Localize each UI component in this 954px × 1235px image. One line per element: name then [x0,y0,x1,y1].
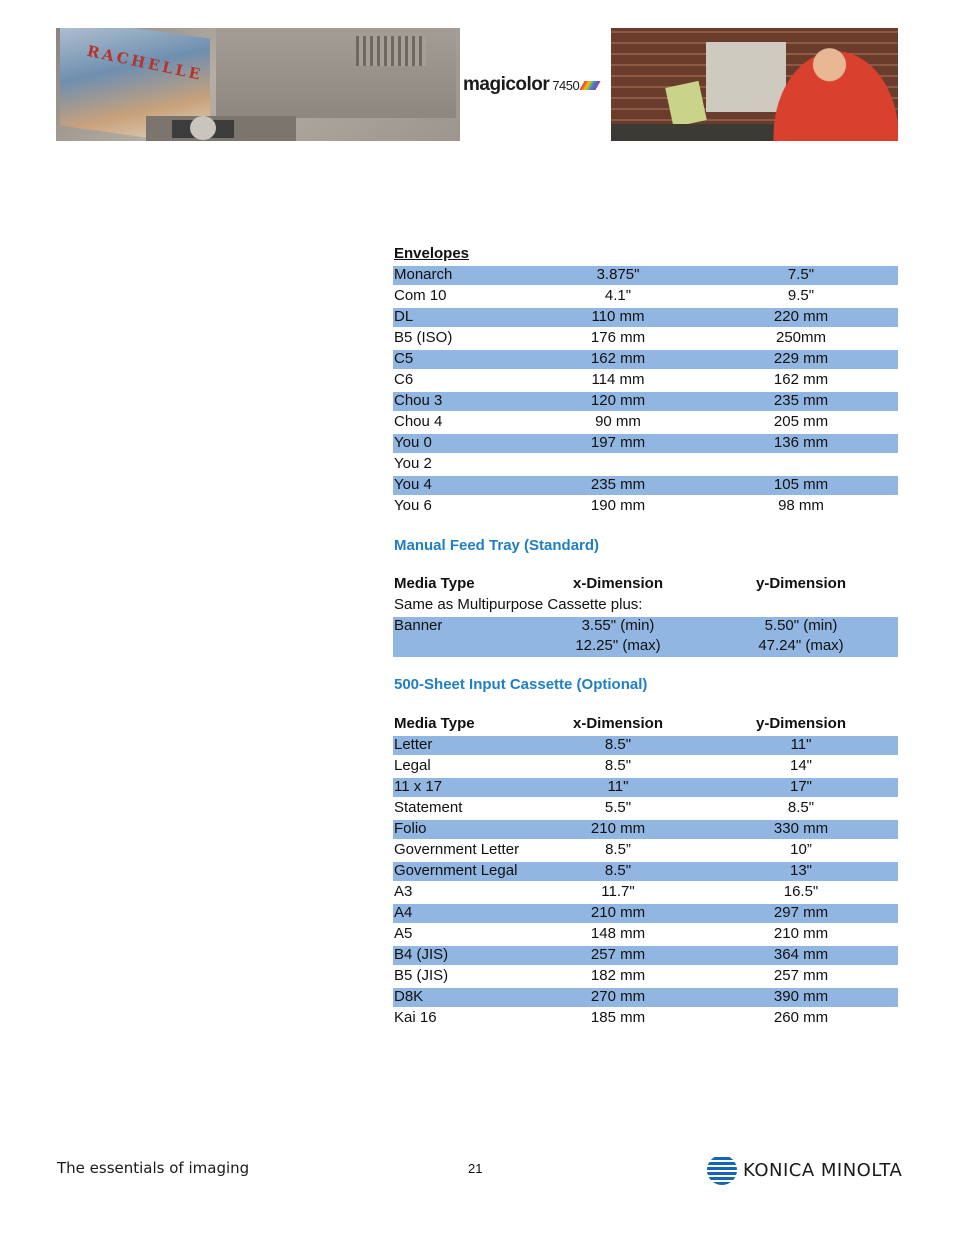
cell-y-dimension: 260 mm [773,1009,829,1026]
cell-media-type: A5 [394,925,413,942]
product-brand [463,74,598,96]
cell-media-type: B5 (JIS) [394,967,449,984]
cell-y-dimension: 205 mm [773,413,829,430]
cell-media-type: Chou 4 [394,413,443,430]
table-row [393,497,898,518]
color-stripe-logo-icon [580,81,601,90]
header-media-type: Media Type [394,575,475,592]
manual-feed-note-row [393,596,898,617]
envelopes-heading: Envelopes [394,245,470,262]
table-row [393,967,898,988]
cell-media-type: Statement [394,799,463,816]
cell-y-dimension: 11" [790,736,812,753]
printed-sheet-text: RACHELLE [85,41,205,85]
table-row [393,371,898,392]
cell-x-dimension: 8.5" [604,757,632,774]
table-row [393,455,898,476]
cell-y-dimension: 229 mm [773,350,829,367]
cell-x-dimension: 90 mm [595,413,641,430]
table-row [393,946,898,967]
cell-media-type: Folio [394,820,427,837]
cell-x-dimension: 235 mm [590,476,646,493]
cell-x-dimension: 114 mm [591,371,645,388]
brand-model: 7450 [552,78,580,93]
cell-y-dimension: 105 mm [773,476,829,493]
cell-y-dimension: 297 mm [773,904,829,921]
cell-y-dimension: 16.5" [783,883,819,900]
cell-media-type: Chou 3 [394,392,443,409]
cell-media-type: Letter [394,736,433,753]
cell-y-dimension: 9.5" [787,287,815,304]
table-row [393,266,898,287]
table-row [393,413,898,434]
table-row [393,476,898,497]
table-row [393,1009,898,1030]
cell-y-dimension: 14" [789,757,812,774]
cell-y-dimension: 330 mm [773,820,829,837]
cell-x-dimension: 8.5" [604,736,632,753]
cell-y-dimension: 235 mm [773,392,829,409]
cell-y-dimension: 13" [789,862,812,879]
table-row [393,988,898,1009]
header-y-dimension: y-Dimension [755,575,846,592]
printer-vent [356,36,426,66]
printer-closeup-photo [56,28,460,141]
table-row [393,637,898,657]
photo-person [771,48,898,141]
cell-x-dimension: 4.1" [604,287,632,304]
cell-x-dimension: 185 mm [590,1009,646,1026]
cell-y-dimension: 7.5" [787,266,815,283]
cell-media-type: Banner [394,617,443,634]
table-row [393,287,898,308]
cell-media-type: You 4 [394,476,432,493]
cell-y-dimension: 17" [789,778,812,795]
cell-x-dimension: 5.5" [604,799,632,816]
table-row [393,392,898,413]
table-header-row [393,715,898,736]
cell-media-type: A4 [394,904,413,921]
cell-x-dimension: 11" [607,778,629,795]
manual-feed-note: Same as Multipurpose Cassette plus: [394,596,643,613]
cell-media-type: Com 10 [394,287,447,304]
envelopes-table [393,266,898,518]
cell-media-type: D8K [394,988,424,1005]
cell-media-type: C5 [394,350,414,367]
cell-x-dimension: 3.875" [596,266,640,283]
cell-x-dimension: 8.5" [604,862,632,879]
header-media-type: Media Type [394,715,475,732]
cell-x-dimension: 270 mm [590,988,646,1005]
table-header-row [393,575,898,596]
cell-y-dimension: 8.5" [787,799,815,816]
cell-y-dimension: 162 mm [773,371,829,388]
table-row [393,308,898,329]
cell-x-dimension: 197 mm [590,434,646,451]
cell-x-dimension: 190 mm [590,497,646,514]
table-row [393,799,898,820]
header-y-dimension: y-Dimension [755,715,846,732]
cell-media-type: DL [394,308,414,325]
table-row [393,329,898,350]
company-name: KONICA MINOLTA [743,1160,903,1181]
globe-logo-icon [707,1155,737,1185]
cell-y-dimension: 10” [790,841,812,858]
cell-y-dimension: 364 mm [773,946,829,963]
cell-media-type: You 0 [394,434,432,451]
header-x-dimension: x-Dimension [572,575,663,592]
table-row [393,778,898,799]
cassette-500-table [393,736,898,1030]
table-row [393,904,898,925]
cell-x-dimension: 176 mm [590,329,646,346]
cell-media-type: C6 [394,371,414,388]
brand-name: magicolor [463,74,550,95]
cell-y-dimension: 98 mm [778,497,824,514]
cell-x-dimension: 11.7" [601,883,635,900]
cell-x-dimension: 162 mm [590,350,646,367]
cell-media-type: B5 (ISO) [394,329,453,346]
cell-x-dimension: 120 mm [590,392,646,409]
cell-x-dimension: 3.55" (min) [581,617,655,634]
cell-x-dimension: 210 mm [590,904,646,921]
cell-x-dimension: 8.5” [605,841,631,858]
table-row [393,617,898,637]
table-row [393,925,898,946]
table-row [393,434,898,455]
cell-y-dimension: 136 mm [773,434,829,451]
table-row [393,841,898,862]
cell-y-dimension: 210 mm [773,925,829,942]
table-row [393,862,898,883]
table-row [393,883,898,904]
cell-y-dimension: 257 mm [773,967,829,984]
cell-media-type: B4 (JIS) [394,946,449,963]
table-row [393,757,898,778]
cell-y-dimension: 390 mm [773,988,829,1005]
photo-prints [665,81,707,127]
cell-x-dimension: 257 mm [590,946,646,963]
cell-media-type: Monarch [394,266,453,283]
cell-media-type: A3 [394,883,413,900]
cell-y-dimension: 5.50" (min) [764,617,838,634]
cell-y-dimension: 47.24" (max) [758,637,844,654]
banner-row-group [393,617,898,657]
cell-x-dimension: 148 mm [590,925,646,942]
footer-tagline: The essentials of imaging [57,1159,250,1177]
manual-feed-table [393,575,898,657]
cell-x-dimension: 12.25" (max) [575,637,661,654]
cell-media-type: Government Letter [394,841,520,858]
cassette-500-header [393,715,898,736]
cell-media-type: You 2 [394,455,432,472]
table-row [393,736,898,757]
page-number: 21 [468,1161,483,1176]
header-x-dimension: x-Dimension [572,715,663,732]
cell-media-type: 11 x 17 [394,778,443,795]
cell-media-type: Government Legal [394,862,518,879]
office-user-photo [611,28,898,141]
cell-x-dimension: 210 mm [590,820,646,837]
cell-media-type: You 6 [394,497,432,514]
cell-x-dimension: 110 mm [591,308,645,325]
control-panel-dial [190,116,216,140]
cell-media-type: Legal [394,757,431,774]
manual-feed-heading: Manual Feed Tray (Standard) [394,537,600,554]
cell-media-type: Kai 16 [394,1009,437,1026]
cell-y-dimension: 250mm [775,329,827,346]
table-row [393,350,898,371]
table-row [393,820,898,841]
cell-x-dimension: 182 mm [590,967,646,984]
cassette-500-heading: 500-Sheet Input Cassette (Optional) [394,676,648,693]
cell-y-dimension: 220 mm [773,308,829,325]
